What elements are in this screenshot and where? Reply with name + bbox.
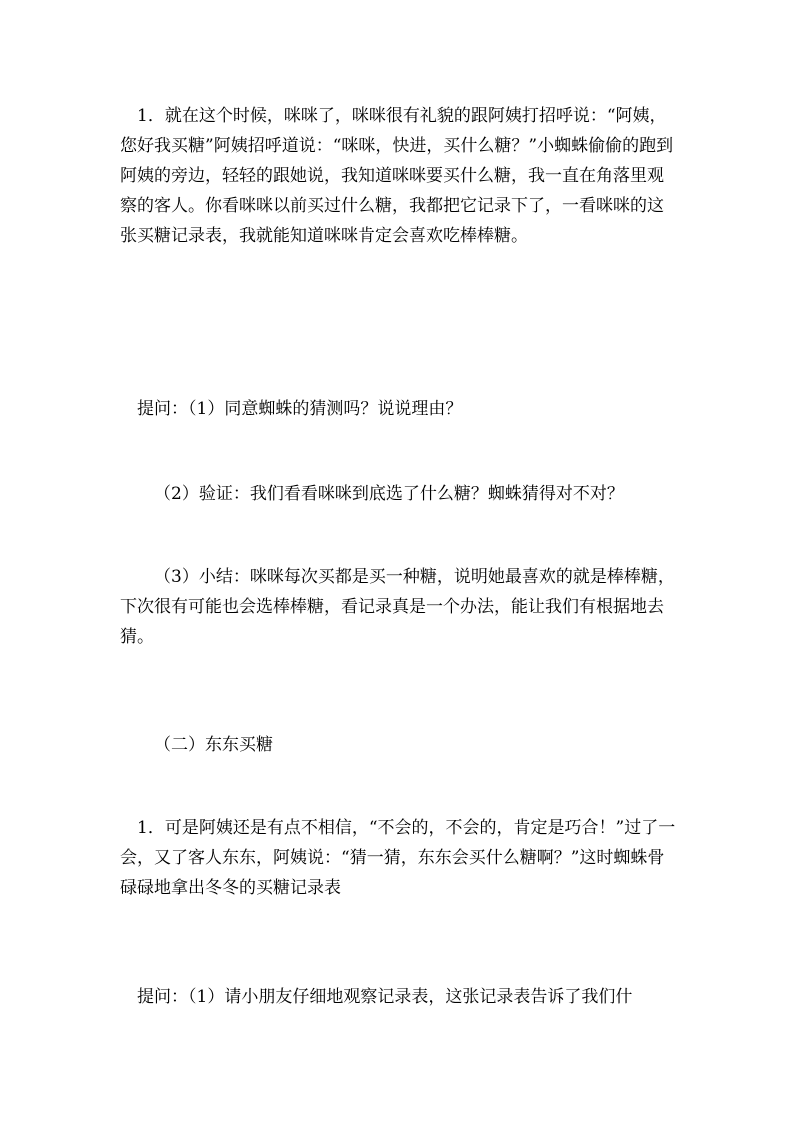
paragraph-question-1: 提问：（1）同意蜘蛛的猜测吗？说说理由？ <box>137 399 463 419</box>
paragraph-summary: （3）小结：咪咪每次买都是买一种糖，说明她最喜欢的就是棒棒糖，下次很有可能也会选棒棒糖，看记录真是一个办法，能让我们有根据地去猜。 <box>120 567 675 647</box>
paragraph-dongdong-buys-candy: 1．可是阿姨还是有点不相信，“不会的，不会的，肯定是巧合！”过了一会，又了客人东东，阿姨说：“猜一猜，东东会买什么糖啊？”这时蜘蛛骨碌碌地拿出冬冬的买糖记录表 <box>120 818 676 898</box>
section-heading-dongdong: （二）东东买糖 <box>154 735 273 755</box>
paragraph-question-record-table: 提问：（1）请小朋友仔细地观察记录表，这张记录表告诉了我们什 <box>137 987 633 1007</box>
paragraph-mimi-buys-candy: 1．就在这个时候，咪咪了，咪咪很有礼貌的跟阿姨打招呼说：“阿姨，您好我买糖”阿姨招呼道说：“咪咪，快进，买什么糖？”小蜘蛛偷偷的跑到阿姨的旁边，轻轻的跟她说，我知道咪咪要买什么糖，我一直在角落里观察的客人。你看咪咪以前买过什么糖，我都把它记录下了，一看咪咪的这张买糖记录表，我就能知道咪咪肯定会喜欢吃棒棒糖。 <box>120 106 674 246</box>
paragraph-verification: （2）验证：我们看看咪咪到底选了什么糖？蜘蛛猜得对不对？ <box>154 484 624 504</box>
